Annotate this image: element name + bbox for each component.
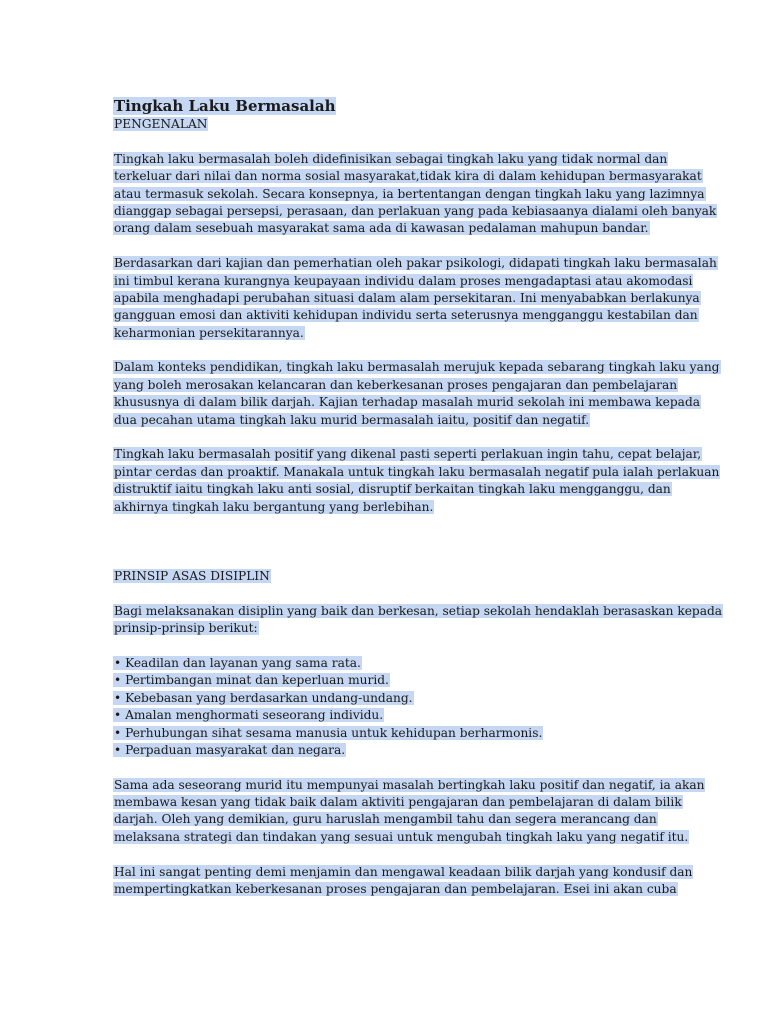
text-line: melaksana strategi dan tindakan yang sesuai untuk mengubah tingkah laku yang negatif itu. (114, 829, 689, 844)
text-line: dianggap sebagai persepsi, perasaan, dan perlakuan yang pada kebiasaanya dialami oleh banyak (114, 203, 717, 218)
paragraph (113, 655, 658, 759)
text-line: • Pertimbangan minat dan keperluan murid. (114, 673, 389, 688)
paragraph-spacer (113, 133, 658, 150)
paragraph (113, 446, 720, 516)
text-line: prinsip-prinsip berikut: (114, 621, 258, 636)
text-line: darjah. Oleh yang demikian, guru haruslah mengambil tahu dan segera merancang dan (114, 812, 657, 827)
text-line: keharmonian persekitarannya. (114, 325, 304, 340)
text-line: ini timbul kerana kurangnya keupayaan individu dalam proses mengadaptasi atau akomodasi (114, 273, 693, 288)
paragraph-spacer (113, 846, 658, 863)
text-line: • Perpaduan masyarakat dan negara. (114, 742, 346, 757)
text-line: membawa kesan yang tidak baik dalam aktiviti pengajaran dan pembelajaran di dalam bilik (114, 795, 682, 810)
paragraph (113, 255, 717, 342)
text-line: • Kebebasan yang berdasarkan undang-undang. (114, 690, 413, 705)
document-title: Tingkah Laku Bermasalah (114, 97, 336, 115)
text-line: • Amalan menghormati seseorang individu. (114, 708, 384, 723)
text-line: yang boleh merosakan kelancaran dan keberkesanan proses pengajaran dan pembelajaran (114, 377, 678, 392)
section-heading: PENGENALAN (114, 117, 208, 131)
paragraph (113, 151, 717, 238)
text-line: apabila menghadapi perubahan situasi dalam alam persekitaran. Ini menyababkan berlakunya (114, 290, 700, 305)
document-page (113, 96, 723, 898)
text-line: Dalam konteks pendidikan, tingkah laku bermasalah merujuk kepada sebarang tingkah laku yang (114, 360, 720, 375)
text-line: • Perhubungan sihat sesama manusia untuk kehidupan berharmonis. (114, 725, 543, 740)
text-line: gangguan emosi dan aktiviti kehidupan individu serta seterusnya mengganggu kestabilan dan (114, 308, 698, 323)
text-line: distruktif iaitu tingkah laku anti sosial, disruptif berkaitan tingkah laku mengganggu, dan (114, 482, 671, 497)
paragraph-spacer (113, 585, 658, 602)
text-line: Tingkah laku bermasalah boleh didefinisikan sebagai tingkah laku yang tidak normal dan (114, 151, 668, 166)
text-line: Hal ini sangat penting demi menjamin dan mengawal keadaan bilik darjah yang kondusif dan (114, 864, 693, 879)
section-heading: PRINSIP ASAS DISIPLIN (114, 568, 270, 583)
text-line: Berdasarkan dari kajian dan pemerhatian oleh pakar psikologi, didapati tingkah laku bermasalah (114, 256, 717, 271)
text-line: khususnya di dalam bilik darjah. Kajian terhadap masalah murid sekolah ini membawa kepada (114, 395, 701, 410)
paragraph (113, 864, 693, 899)
paragraph-spacer (113, 638, 658, 655)
text-line: dua pecahan utama tingkah laku murid bermasalah iaitu, positif dan negatif. (114, 412, 590, 427)
text-line: atau termasuk sekolah. Secara konsepnya, ia bertentangan dengan tingkah laku yang lazimnya (114, 186, 705, 201)
paragraph (113, 359, 720, 429)
paragraph-spacer (113, 759, 658, 776)
text-line: mempertingkatkan keberkesanan proses pengajaran dan pembelajaran. Esei ini akan cuba (114, 882, 677, 897)
text-line: Tingkah laku bermasalah positif yang dikenal pasti seperti perlakuan ingin tahu, cepat belajar, (114, 447, 702, 462)
text-line: Bagi melaksanakan disiplin yang baik dan berkesan, setiap sekolah hendaklah berasaskan kepada (114, 603, 723, 618)
text-line: orang dalam sesebuah masyarakat sama ada di kawasan pedalaman mahupun bandar. (114, 221, 649, 236)
paragraph (113, 777, 705, 847)
text-line: Sama ada seseorang murid itu mempunyai masalah bertingkah laku positif dan negatif, ia akan (114, 777, 705, 792)
paragraph-spacer (113, 238, 658, 255)
text-line: terkeluar dari nilai dan norma sosial masyarakat,tidak kira di dalam kehidupan bermasyarakat (114, 169, 702, 184)
paragraph-spacer (113, 342, 658, 359)
text-line: pintar cerdas dan proaktif. Manakala untuk tingkah laku bermasalah negatif pula ialah perlakuan (114, 464, 720, 479)
text-line: akhirnya tingkah laku bergantung yang berlebihan. (114, 499, 434, 514)
text-line: • Keadilan dan layanan yang sama rata. (114, 655, 361, 670)
section-spacer (113, 516, 658, 568)
paragraph (113, 603, 723, 638)
document-body (113, 116, 723, 898)
paragraph-spacer (113, 429, 658, 446)
